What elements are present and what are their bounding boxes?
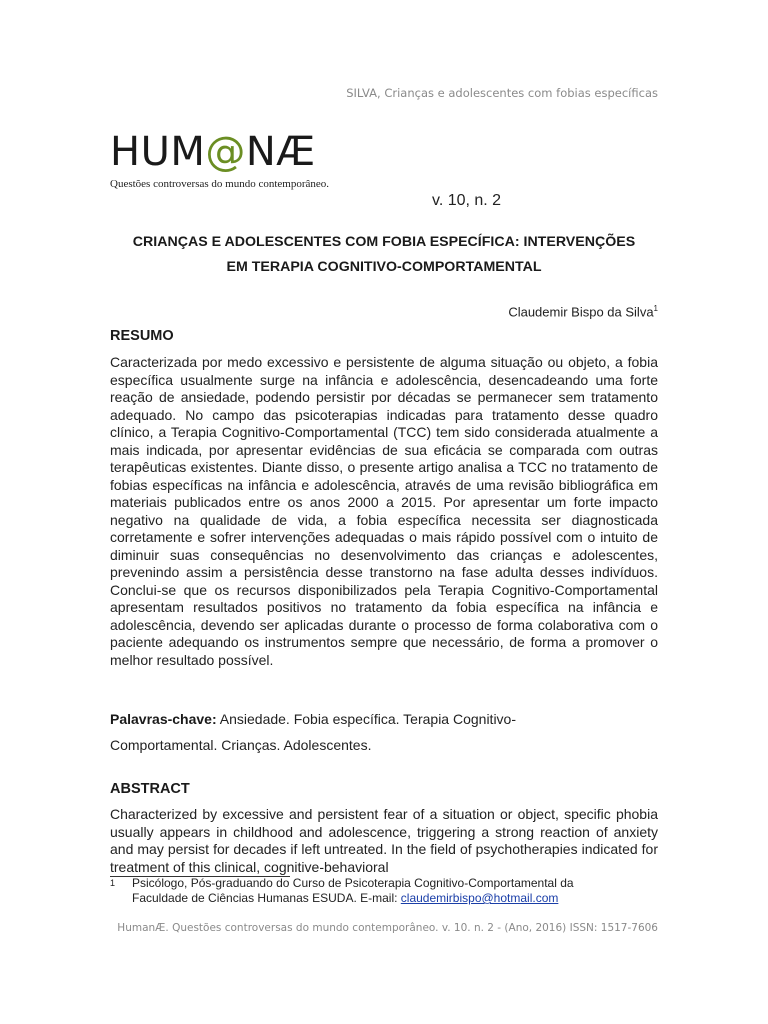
running-header: SILVA, Crianças e adolescentes com fobias específicas bbox=[346, 86, 658, 100]
abstract-heading: ABSTRACT bbox=[110, 781, 190, 797]
volume-number: v. 10, n. 2 bbox=[432, 192, 502, 209]
keywords-line-2: Comportamental. Crianças. Adolescentes. bbox=[110, 737, 372, 753]
resumo-text: Caracterizada por medo excessivo e persistente de alguma situação ou objeto, a fobia específica usualmente surge na infância e adolescência, desencadeando uma forte reação de ansiedade, podendo persistir por décadas se permanecer sem tratamento adequado. No campo das psicoterapias indicadas para tratamento desse quadro clínico, a Terapia Cognitivo-Comportamental (TCC) tem sido considerada atualmente a mais indicada, por apresentar evidências de sua eficácia se comparada com outras terapêuticas existentes. Diante disso, o presente artigo analisa a TCC no tratamento de fobias específicas na infância e adolescência, através de uma revisão bibliográfica em materiais publicados entre os anos 2000 a 2015. Por apresentar um forte impacto negativo na qualidade de vida, a fobia específica necessita ser diagnosticada corretamente e sofrer intervenções adequadas o mais rápido possível com o intuito de diminuir suas consequências no desenvolvimento das crianças e adolescentes, prevenindo assim a persistência desse transtorno na fase adulta desses indivíduos. Conclui-se que os recursos disponibilizados pela Terapia Cognitivo-Comportamental apresentam resultados positivos no tratamento da fobia específica na infância e adolescência, devendo ser aplicadas durante o processo de forma colaborativa com o paciente adequando os instrumentos sempre que necessário, de forma a promover o melhor resultado possível. bbox=[110, 354, 658, 668]
author-footnote-mark: 1 bbox=[653, 304, 658, 313]
author bbox=[508, 304, 658, 319]
footnote-mark: 1 bbox=[110, 878, 116, 888]
title-line-2: EM TERAPIA COGNITIVO-COMPORTAMENTAL bbox=[226, 259, 542, 275]
abstract-text: Characterized by excessive and persistent fear of a situation or object, specific phobia usually appears in childhood and adolescence, triggering a strong reaction of anxiety and may persist for decades if left untreated. In the field of psychotherapies indicated for treatment of this clinical, cognitive-behavioral bbox=[110, 806, 658, 875]
logo-part-1: HUM bbox=[110, 129, 206, 175]
logo-part-2: NÆ bbox=[245, 129, 316, 175]
keywords-label: Palavras-chave: bbox=[110, 711, 217, 727]
title-line-1: CRIANÇAS E ADOLESCENTES COM FOBIA ESPECÍFICA: INTERVENÇÕES bbox=[132, 234, 636, 250]
author-name: Claudemir Bispo da Silva bbox=[508, 304, 654, 320]
journal-tagline: Questões controversas do mundo contemporâneo. bbox=[110, 178, 330, 190]
author-email-link[interactable]: claudemirbispo@hotmail.com bbox=[400, 891, 559, 905]
footnote bbox=[110, 876, 658, 906]
article-title bbox=[110, 230, 658, 280]
keywords-line-1: Ansiedade. Fobia específica. Terapia Cognitivo- bbox=[216, 711, 517, 727]
resumo-heading: RESUMO bbox=[110, 328, 174, 344]
keywords bbox=[110, 706, 658, 758]
running-footer: HumanÆ. Questões controversas do mundo contemporâneo. v. 10. n. 2 - (Ano, 2016) ISSN: 1517-7606 bbox=[117, 922, 658, 934]
footnote-line-2: Faculdade de Ciências Humanas ESUDA. E-mail: bbox=[132, 891, 401, 905]
journal-logo bbox=[110, 128, 316, 176]
logo-at-sign: @ bbox=[205, 129, 246, 175]
footnote-line-1: Psicólogo, Pós-graduando do Curso de Psicoterapia Cognitivo-Comportamental da bbox=[132, 876, 574, 890]
